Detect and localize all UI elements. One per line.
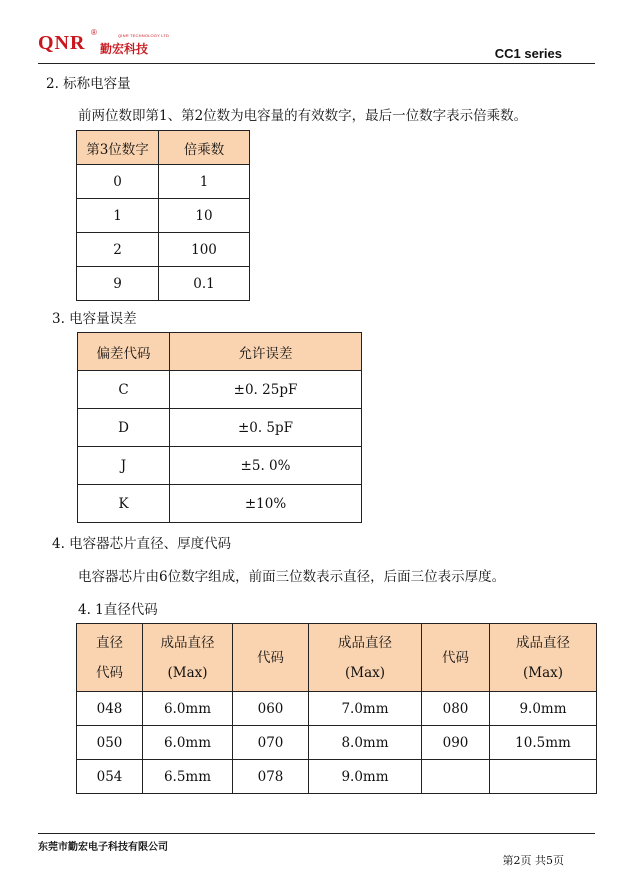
table-row [77,726,597,760]
table-cell: 060 [233,692,309,726]
table-cell: 7.0mm [309,692,422,726]
table-row [77,199,250,233]
tolerance-table [77,332,362,523]
table-cell: 9.0mm [309,760,422,794]
table-cell [422,760,490,794]
table-cell: 090 [422,726,490,760]
section-2-heading: 2. 标称电容量 [46,76,131,92]
table-cell: 9.0mm [490,692,597,726]
logo-mark: QNR [38,32,86,54]
header-finished-diameter [309,624,422,692]
header-diameter-code [77,624,143,692]
table-cell: 9 [77,267,159,301]
section-3-heading: 3. 电容量误差 [52,311,137,327]
table-row [77,165,250,199]
table-header-row [78,333,362,371]
footer-divider [38,833,595,834]
table-row [77,233,250,267]
table-cell: 2 [77,233,159,267]
table-cell: 070 [233,726,309,760]
page-number: 第2页 共5页 [502,854,564,867]
table-cell: 1 [77,199,159,233]
table-row [77,760,597,794]
header-line: 成品直径 [160,634,215,651]
table-cell: 054 [77,760,143,794]
section-4-1-heading: 4. 1直径代码 [78,602,158,618]
table-cell: K [78,485,170,523]
logo-registered-mark: ® [91,28,97,37]
table-header-row [77,131,250,165]
header-line: 成品直径 [338,634,392,651]
table-cell: 0.1 [159,267,250,301]
table-cell: 1 [159,165,250,199]
table-cell: 048 [77,692,143,726]
header-third-digit: 第3位数字 [77,131,159,165]
header-finished-diameter [143,624,233,692]
table-cell: 10.5mm [490,726,597,760]
table-cell: 078 [233,760,309,794]
table-row [78,371,362,409]
table-cell: 10 [159,199,250,233]
diameter-code-table [76,623,597,794]
header-code [233,624,309,692]
header-finished-diameter [490,624,597,692]
table-cell: J [78,447,170,485]
header-multiplier: 倍乘数 [159,131,250,165]
company-name: 东莞市勤宏电子科技有限公司 [38,842,168,853]
table-cell: 8.0mm [309,726,422,760]
header-line: 代码 [257,649,284,666]
table-cell: 100 [159,233,250,267]
table-cell: C [78,371,170,409]
table-cell: 6.5mm [143,760,233,794]
table-row [77,267,250,301]
series-title: CC1 series [494,46,562,61]
header-line: 成品直径 [516,634,570,651]
section-2-description: 前两位数即第1、第2位数为电容量的有效数字，最后一位数字表示倍乘数。 [78,108,528,124]
section-4-description: 电容器芯片由6位数字组成，前面三位数表示直径，后面三位表示厚度。 [78,569,506,585]
table-row [77,692,597,726]
table-cell: ±0. 5pF [170,409,362,447]
table-cell: 6.0mm [143,726,233,760]
multiplier-table [76,130,250,301]
header-line: 代码 [96,664,123,681]
table-cell: D [78,409,170,447]
table-cell: 0 [77,165,159,199]
table-cell: ±0. 25pF [170,371,362,409]
table-cell: 050 [77,726,143,760]
section-4-heading: 4. 电容器芯片直径、厚度代码 [52,536,232,552]
header-allowed-tolerance: 允许误差 [170,333,362,371]
header-line: (Max) [167,664,208,681]
header-tolerance-code: 偏差代码 [78,333,170,371]
header-line: (Max) [522,664,564,681]
table-row [78,409,362,447]
table-row [78,447,362,485]
table-cell: ±10% [170,485,362,523]
header-line: 直径 [96,634,123,651]
logo-chinese-text: 勤宏科技 [100,42,149,56]
table-cell: ±5. 0% [170,447,362,485]
header-code [422,624,490,692]
table-cell [490,760,597,794]
header-line: (Max) [344,664,386,681]
header-line: 代码 [442,649,469,666]
logo-english-text: QINR TECHNOLOGY LTD [118,33,170,38]
table-header-row [77,624,597,692]
table-row [78,485,362,523]
table-cell: 080 [422,692,490,726]
header-divider [38,63,595,64]
table-cell: 6.0mm [143,692,233,726]
